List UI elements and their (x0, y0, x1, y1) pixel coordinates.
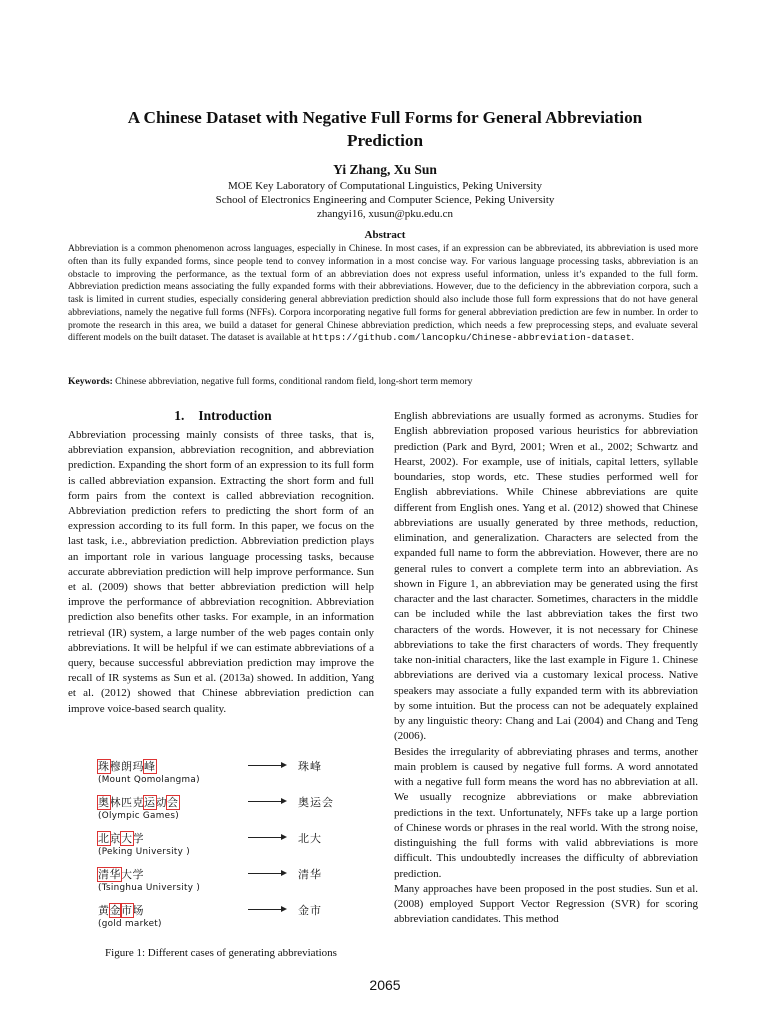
figure-example-row (98, 794, 368, 828)
dropped-character: 黄 (98, 904, 110, 917)
figure-1 (90, 758, 380, 928)
keywords-list: Chinese abbreviation, negative full forms, conditional random field, long-short term memory (115, 376, 473, 387)
full-form (98, 866, 144, 882)
figure-caption: Figure 1: Different cases of generating abbreviations (105, 947, 337, 959)
abstract-heading: Abstract (364, 229, 406, 241)
authors: Yi Zhang, Xu Sun (333, 162, 437, 177)
arrow-right-icon (248, 765, 284, 766)
abbreviation: 金市 (298, 904, 322, 917)
full-form (98, 758, 156, 774)
kept-character: 峰 (144, 760, 156, 773)
english-gloss: (gold market) (98, 919, 162, 929)
dropped-character: 大学 (121, 868, 144, 881)
abstract-body (68, 243, 698, 345)
left-column-text: Abbreviation processing mainly consists of three tasks, that is, abbreviation expansion, abbreviation recognition, and abbreviation prediction. Expanding the short form of an expression to its full form is called abbreviation expansion. Extracting the short form and full form pairs from the context is called abbreviation recognition. Abbreviation prediction refers to predicting the short form of an expression according to its full form. In this paper, we focus on the last task, i.e., abbreviation prediction. Abbreviation prediction plays an important role in various language processing tasks, because accurate abbreviation prediction will help improve performance. Sun et al. (2009) shows that better abbreviation prediction will help improve the performance of abbreviation recognition. Abbreviation prediction also benefits other tasks. For example, in an information retrieval (IR) system, a large number of the web pages contain only abbreviations. It will be helpful if we can estimate abbreviations of a query, because successful abbreviation prediction may improve the recall of IR systems as Sun et al. (2013a) showed. In addition, Yang et al. (2012) showed that Chinese abbreviation prediction can improve voice-based search quality. (68, 429, 374, 715)
english-gloss: (Tsinghua University ) (98, 883, 201, 893)
figure-example-row (98, 902, 368, 936)
abstract-text: Abbreviation is a common phenomenon across languages, especially in Chinese. In most cases, if an expression can be abbreviated, its abbreviation is used more often than its fully expanded forms, since people tend to convey information in a most concise way. For various language processing tasks, abbreviation is an obstacle to improving the performance, as the textual form of an abbreviation does not express useful information, unless it’s expanded to the full form. Abbreviation prediction means associating the fully expanded forms with their abbreviations. However, due to the deficiency in the abbreviation corpora, such a task is limited in current studies, especially considering general abbreviation prediction should also include those full form expressions that do not have general abbreviations, namely the negative full forms (NFFs). Corpora incorporating negative full forms for general abbreviation prediction are few in number. In order to promote the research in this area, we build a dataset for general Chinese abbreviation prediction, which needs a few preprocessing steps, and evaluate several different models on the built dataset. The dataset is available at (68, 243, 698, 344)
dropped-character: 穆朗玛 (109, 760, 144, 773)
page-number: 2065 (369, 977, 401, 993)
dropped-character: 京 (109, 832, 121, 845)
paper-title: A Chinese Dataset with Negative Full Forms for General Abbreviation Prediction (127, 108, 643, 150)
arrow-right-icon (248, 837, 284, 838)
kept-character: 清华 (98, 868, 121, 881)
keywords (68, 376, 698, 387)
dropped-character: 场 (132, 904, 144, 917)
right-column (394, 409, 698, 928)
english-gloss: (Mount Qomolangma) (98, 775, 200, 785)
figure-example-row (98, 866, 368, 900)
english-gloss: (Peking University ) (98, 847, 190, 857)
abbreviation: 北大 (298, 832, 322, 845)
kept-character: 金 (109, 904, 121, 917)
figure-example-row (98, 830, 368, 864)
affiliation-line: School of Electronics Engineering and Computer Science, Peking University (215, 193, 555, 206)
full-form (98, 830, 144, 846)
kept-character: 会 (167, 796, 179, 809)
kept-character: 奥 (98, 796, 110, 809)
paragraph: Many approaches have been proposed in the post studies. Sun et al. (2008) employed Support Vector Regression (SVR) for scoring abbreviation candidates. This method (394, 882, 698, 926)
kept-character: 运 (144, 796, 156, 809)
affiliation-line: MOE Key Laboratory of Computational Linguistics, Peking University (227, 180, 543, 192)
paragraph: Besides the irregularity of abbreviating phrases and terms, another main problem is caused by negative full forms. A word annotated with a negative full form means the word has no abbreviation at all. We usually recognize abbreviations or make abbreviation predictions in the text. Unfortunately, NFFs take up a large portion of Chinese words or phrases in the real world. With the strong noise, distinguishing the full forms with valid abbreviations is more difficult. This undoubtedly increases the difficulty of abbreviation prediction. (394, 745, 698, 880)
arrow-right-icon (248, 873, 284, 874)
kept-character: 大 (121, 832, 133, 845)
kept-character: 珠 (98, 760, 110, 773)
english-gloss: (Olympic Games) (98, 811, 179, 821)
affiliations (90, 180, 680, 221)
arrow-right-icon (248, 909, 284, 910)
dropped-character: 学 (132, 832, 144, 845)
arrow-right-icon (248, 801, 284, 802)
dropped-character: 林匹克 (109, 796, 144, 809)
full-form (98, 902, 144, 918)
abbreviation: 奥运会 (298, 796, 334, 809)
email: zhangyi16, xusun@pku.edu.cn (317, 207, 453, 220)
kept-character: 市 (121, 904, 133, 917)
section-title: Introduction (198, 408, 272, 423)
section-heading (68, 408, 378, 424)
full-form (98, 794, 179, 810)
section-number: 1. (174, 408, 185, 423)
abbreviation: 珠峰 (298, 760, 322, 773)
figure-example-row (98, 758, 368, 792)
abbreviation: 清华 (298, 868, 322, 881)
kept-character: 北 (98, 832, 110, 845)
abstract-period: . (631, 332, 634, 344)
keywords-label: Keywords: (68, 376, 113, 387)
dataset-url-link[interactable]: https://github.com/lancopku/Chinese-abbreviation-dataset (312, 332, 632, 344)
dropped-character: 动 (155, 796, 167, 809)
paragraph: English abbreviations are usually formed as acronyms. Studies for English abbreviation proposed various heuristics for abbreviation prediction (Park and Byrd, 2001; Wren et al., 2002; Schwartz and Hearst, 2002). For example, use of initials, capital letters, syllable boundaries, stop words, etc. These studies performed well for English abbreviations. While Chinese abbreviations are quite different from English ones. Yang et al. (2012) showed that Chinese abbreviations are usually generated by three methods, reduction, elimination, and generalization. Characters are selected from the expanded full name to form the abbreviation. However, there are no general rules to convert a complete term into an abbreviation. As shown in Figure 1, an abbreviation may be generated using the first character and the last character. Sometimes, characters in the middle can be included while the last abbreviation takes the first two characters of the words. However, it is not necessary for Chinese abbreviations to take the first characters of words. They frequently take non-initial characters, like the last example in Figure 1. Chinese abbreviations are derived via a customary lexical process. Native speakers may associate a fully expanded term with its abbreviation by some intuition. But the process can not be adequately explained by any linguistic theory: Chang and Lai (2004) and Chang and Teng (2006). (394, 410, 698, 743)
